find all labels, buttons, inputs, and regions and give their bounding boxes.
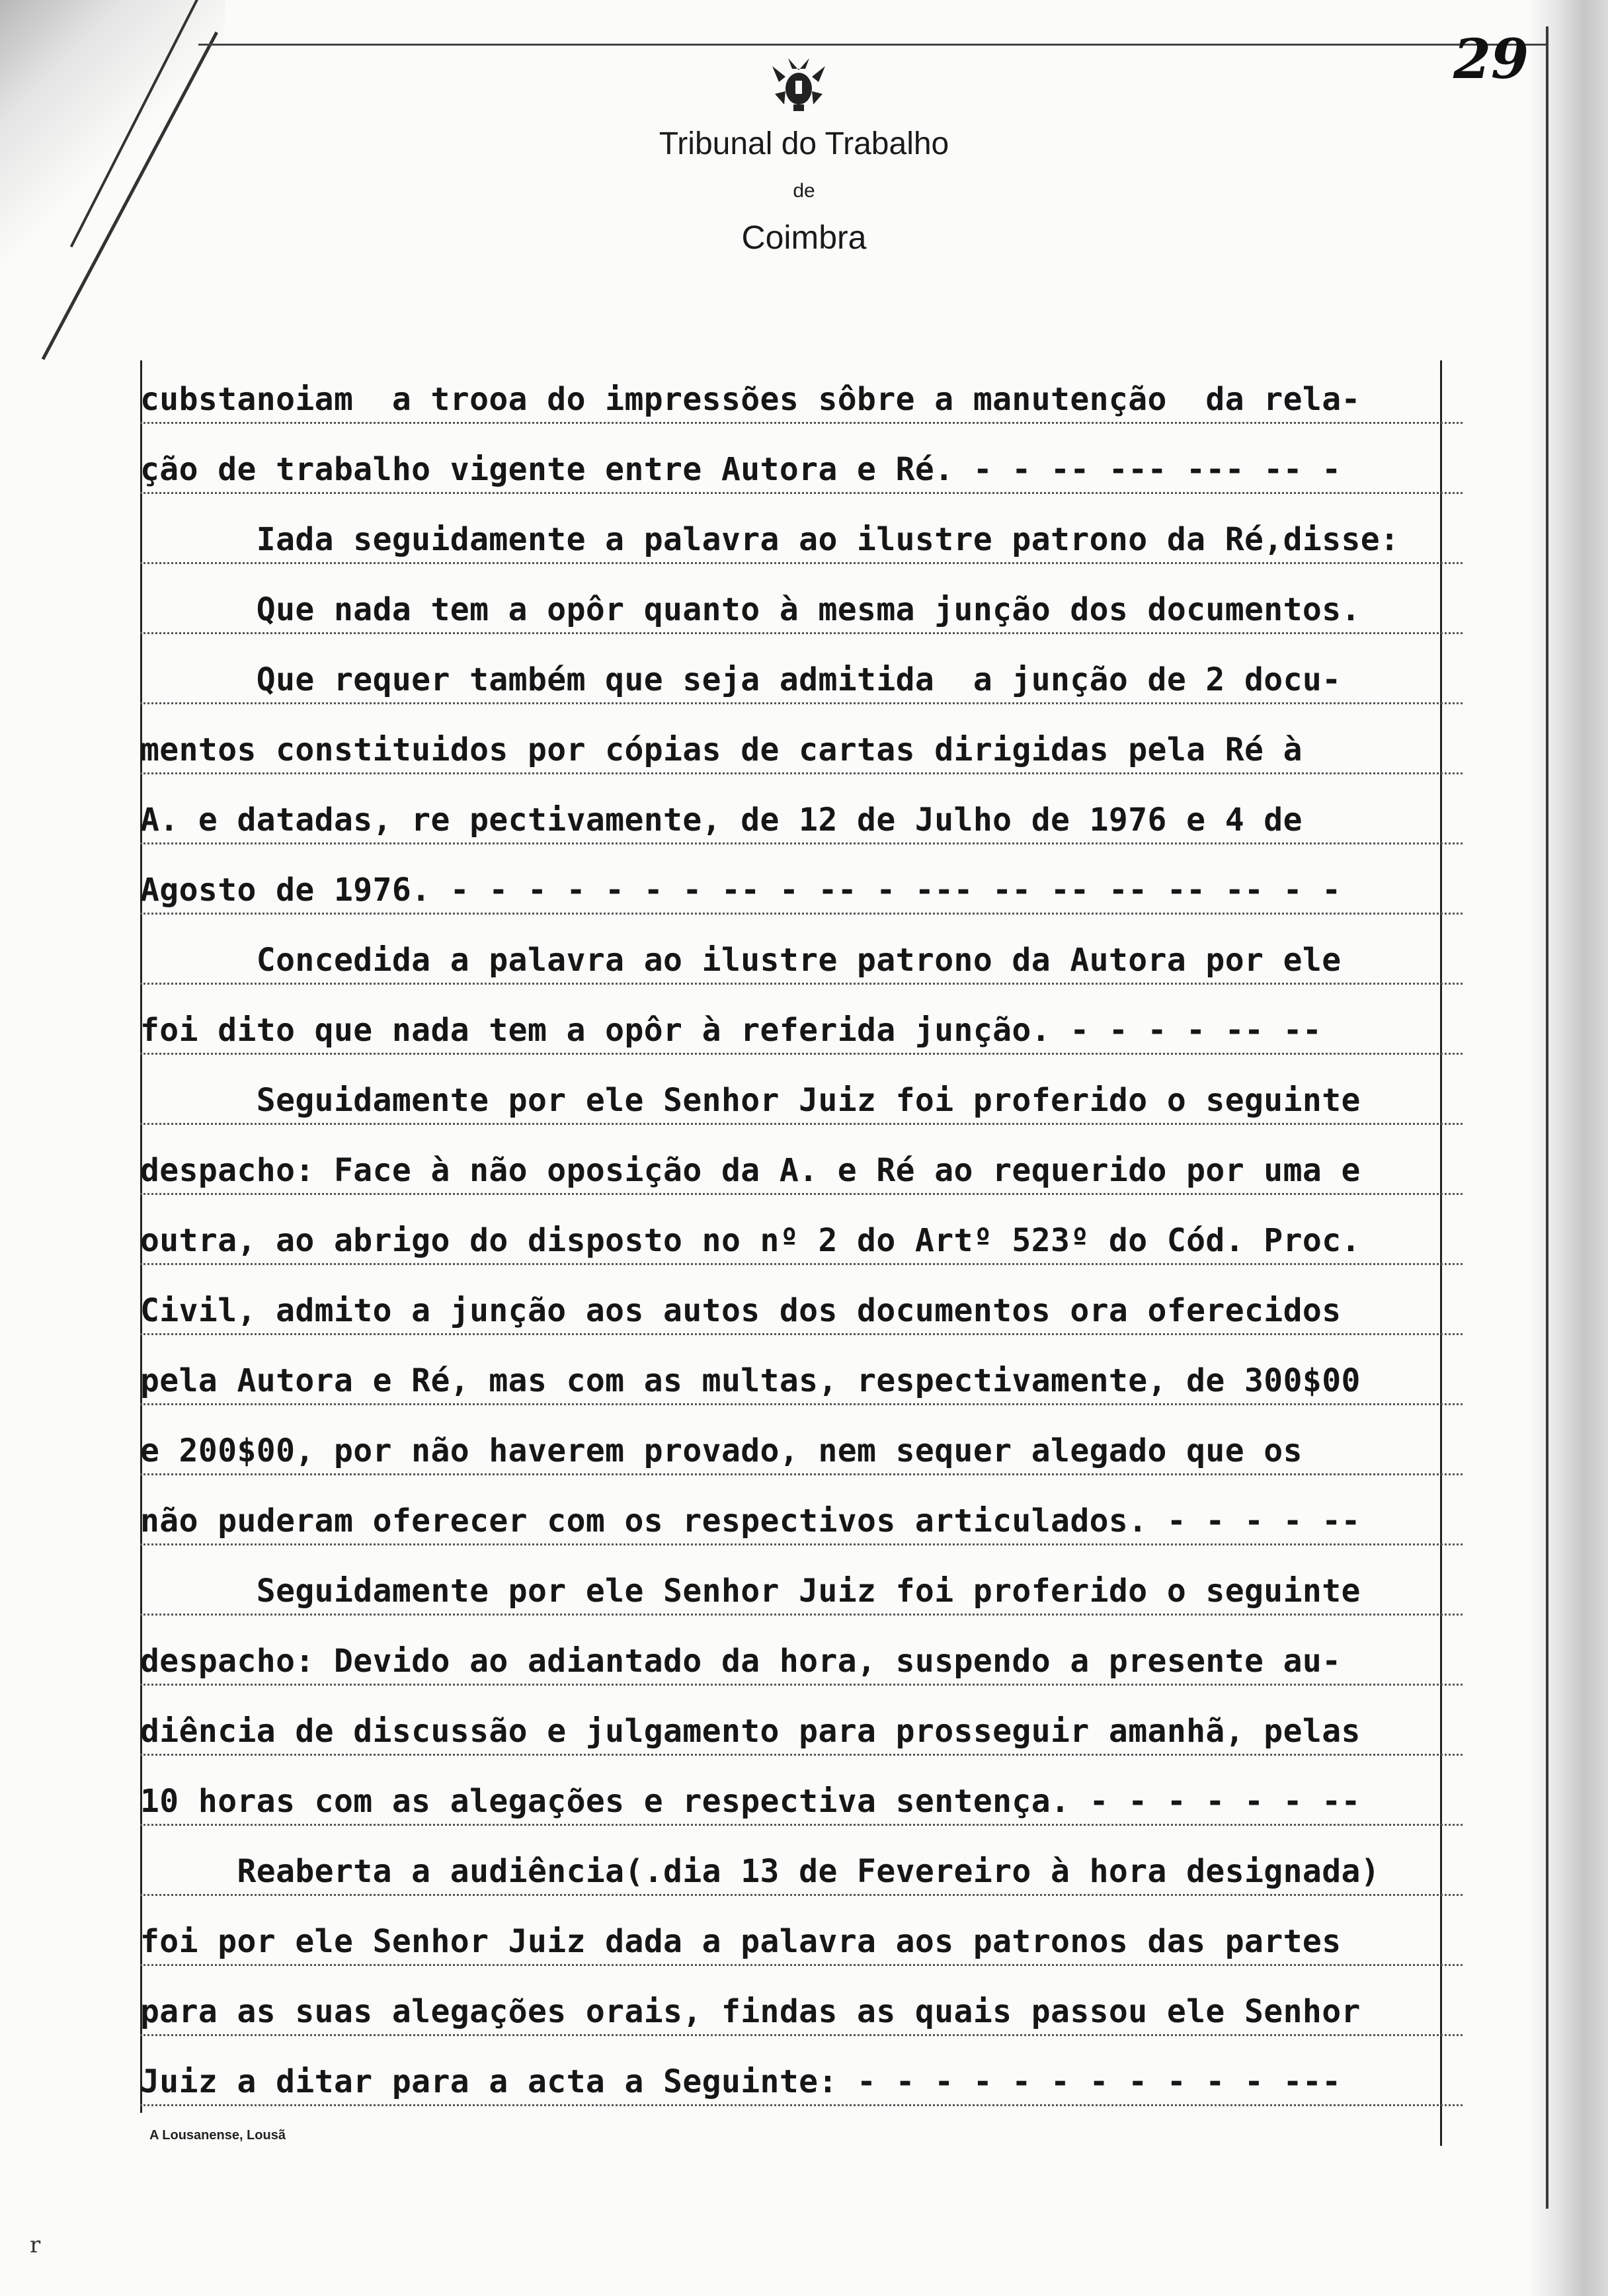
text-line: e 200$00, por não haverem provado, nem sequer alegado que os [140, 1405, 1463, 1475]
top-rule [198, 44, 1547, 46]
printer-imprint: A Lousanense, Lousã [149, 2128, 286, 2143]
court-name: Tribunal do Trabalho [659, 126, 949, 161]
text-line: outra, ao abrigo do disposto no nº 2 do Artº 523º do Cód. Proc. [140, 1195, 1463, 1265]
text-line: despacho: Devido ao adiantado da hora, suspendo a presente au- [140, 1616, 1463, 1686]
text-line: Seguidamente por ele Senhor Juiz foi proferido o seguinte [140, 1545, 1463, 1616]
text-line: Seguidamente por ele Senhor Juiz foi proferido o seguinte [140, 1055, 1463, 1125]
text-line: ção de trabalho vigente entre Autora e Ré. - - -- --- --- -- - [140, 424, 1463, 494]
document-body [140, 354, 1463, 2106]
text-line: Concedida a palavra ao ilustre patrono da Autora por ele [140, 915, 1463, 985]
text-line: Que requer também que seja admitida a junção de 2 docu- [140, 634, 1463, 704]
coat-of-arms-emblem [759, 54, 838, 114]
text-line: para as suas alegações orais, findas as quais passou ele Senhor [140, 1966, 1463, 2036]
text-line: diência de discussão e julgamento para prosseguir amanhã, pelas [140, 1686, 1463, 1756]
text-line: não puderam oferecer com os respectivos articulados. - - - - -- [140, 1475, 1463, 1545]
scan-shadow-left [0, 0, 225, 344]
stray-pen-mark: r [30, 2232, 41, 2258]
text-line: Que nada tem a opôr quanto à mesma junção dos documentos. [140, 564, 1463, 634]
text-line: A. e datadas, re pectivamente, de 12 de Julho de 1976 e 4 de [140, 774, 1463, 844]
page-edge-line [1546, 26, 1548, 2209]
text-line: Civil, admito a junção aos autos dos documentos ora oferecidos [140, 1265, 1463, 1335]
text-line: pela Autora e Ré, mas com as multas, respectivamente, de 300$00 [140, 1335, 1463, 1405]
text-line: 10 horas com as alegações e respectiva sentença. - - - - - - -- [140, 1756, 1463, 1826]
text-line: despacho: Face à não oposição da A. e Ré ao requerido por uma e [140, 1125, 1463, 1195]
text-line: Reaberta a audiência(.dia 13 de Fevereiro à hora designada) [140, 1826, 1463, 1896]
page-number: 29 [1453, 28, 1529, 91]
text-line: Juiz a ditar para a acta a Seguinte: - - - - - - - - - - - --- [140, 2036, 1463, 2106]
text-line: mentos constituidos por cópias de cartas dirigidas pela Ré à [140, 704, 1463, 774]
text-line: foi dito que nada tem a opôr à referida junção. - - - - -- -- [140, 985, 1463, 1055]
text-line: Iada seguidamente a palavra ao ilustre patrono da Ré,disse: [140, 494, 1463, 564]
court-connector: de [793, 180, 815, 202]
text-line: foi por ele Senhor Juiz dada a palavra aos patronos das partes [140, 1896, 1463, 1966]
scan-shadow-right [1529, 0, 1608, 2296]
court-city: Coimbra [741, 219, 867, 256]
text-line: cubstanoiam a trooa do impressões sôbre a manutenção da rela- [140, 354, 1463, 424]
text-line: Agosto de 1976. - - - - - - - -- - -- - --- -- -- -- -- -- - - [140, 844, 1463, 915]
